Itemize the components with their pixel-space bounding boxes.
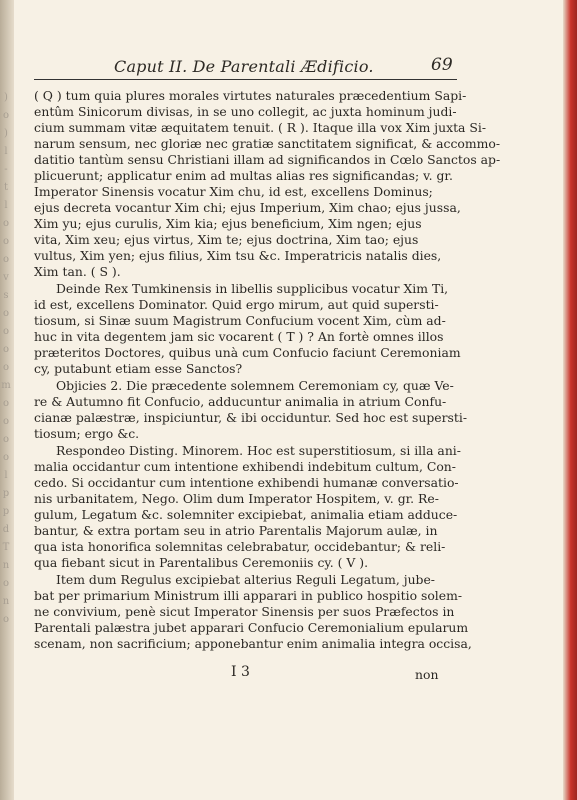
- text-line: cedo. Si occidantur cum intentione exhibendi humanæ conversatio-: [34, 475, 459, 490]
- book-page: [14, 0, 563, 800]
- text-line: vita, Xim xeu; ejus virtus, Xim te; ejus doctrina, Xim tao; ejus: [34, 232, 419, 247]
- bleed-mark: v: [3, 272, 9, 283]
- bleed-mark: l: [4, 200, 8, 211]
- text-line: datitio tantùm sensu Christiani illam ad significandos in Cœlo Sanctos ap-: [34, 152, 501, 167]
- bleed-mark: o: [2, 398, 10, 409]
- bleed-mark: n: [2, 596, 10, 607]
- text-line: ( Q ) tum quia plures morales virtutes naturales præcedentium Sapi-: [34, 88, 467, 103]
- text-line: Parentali palæstra jubet apparari Confucio Ceremonialium epularum: [34, 620, 469, 635]
- text-line: Deinde Rex Tumkinensis in libellis supplicibus vocatur Xim Ti,: [56, 281, 449, 296]
- bleed-mark: m: [1, 380, 11, 391]
- bleed-mark: l: [4, 146, 8, 157]
- text-line: re & Autumno fit Confucio, adducuntur animalia in atrium Confu-: [34, 394, 447, 409]
- text-line: Xim tan. ( S ).: [34, 264, 121, 279]
- text-line: malia occidantur cum intentione exhibendi indebitum cultum, Con-: [34, 459, 456, 474]
- text-line: ejus decreta vocantur Xim chi; ejus Imperium, Xim chao; ejus jussa,: [34, 200, 461, 215]
- text-line: Respondeo Disting. Minorem. Hoc est superstitiosum, si illa ani-: [56, 443, 461, 458]
- bleed-mark: o: [2, 434, 10, 445]
- bleed-mark: T: [2, 542, 10, 553]
- bleed-mark: ): [4, 92, 8, 103]
- bleed-mark: p: [2, 488, 10, 499]
- text-line: gulum, Legatum &c. solemniter excipiebat, animalia etiam adduce-: [34, 507, 458, 522]
- bleed-mark: d: [2, 524, 10, 535]
- text-line: nis urbanitatem, Nego. Olim dum Imperator Hospitem, v. gr. Re-: [34, 491, 439, 506]
- text-line: præteritos Doctores, quibus unà cum Confucio faciunt Ceremoniam: [34, 345, 461, 360]
- bleed-mark: t: [3, 182, 9, 193]
- text-line: Imperator Sinensis vocatur Xim chu, id est, excellens Dominus;: [34, 184, 433, 199]
- text-line: Item dum Regulus excipiebat alterius Reguli Legatum, jube-: [56, 572, 435, 587]
- bleed-mark: o: [2, 416, 10, 427]
- page-number: 69: [431, 55, 453, 75]
- bleed-mark: o: [2, 614, 10, 625]
- text-line: bantur, & extra portam seu in atrio Parentalis Majorum aulæ, in: [34, 523, 438, 538]
- text-line: huc in vita degentem jam sic vocarent ( T ) ? An fortè omnes illos: [34, 329, 444, 344]
- text-line: narum sensum, nec gloriæ nec gratiæ sanctitatem significat, & accommo-: [34, 136, 501, 151]
- header-rule: [34, 79, 457, 80]
- running-head: Caput II. De Parentali Ædificio.: [114, 57, 374, 76]
- bleed-mark: ): [4, 128, 8, 139]
- catchword: non: [415, 667, 439, 682]
- bleed-mark: p: [2, 506, 10, 517]
- text-line: tiosum; ergo &c.: [34, 426, 140, 441]
- bleed-mark: o: [2, 362, 10, 373]
- text-line: cy, putabunt etiam esse Sanctos?: [34, 361, 243, 376]
- bleed-mark: o: [2, 326, 10, 337]
- bleed-mark: n: [2, 560, 10, 571]
- text-line: cium summam vitæ æquitatem tenuit. ( R ). Itaque illa vox Xim juxta Si-: [34, 120, 487, 135]
- page-edge-binding: [563, 0, 577, 800]
- text-line: tiosum, si Sinæ suum Magistrum Confucium vocent Xim, cùm ad-: [34, 313, 446, 328]
- text-line: Objicies 2. Die præcedente solemnem Ceremoniam cy, quæ Ve-: [56, 378, 454, 393]
- text-line: qua ista honorifica solemnitas celebrabatur, occidebantur; & reli-: [34, 539, 446, 554]
- bleed-mark: o: [2, 344, 10, 355]
- text-line: bat per primarium Ministrum illi apparari in publico hospitio solem-: [34, 588, 463, 603]
- bleed-mark: -: [4, 164, 8, 175]
- text-line: qua fiebant sicut in Parentalibus Ceremoniis cy. ( V ).: [34, 555, 369, 570]
- bleed-mark: o: [2, 452, 10, 463]
- bleed-mark: o: [2, 236, 10, 247]
- text-line: entûm Sinicorum divisas, in se uno collegit, ac juxta hominum judi-: [34, 104, 457, 119]
- signature-mark: I 3: [231, 664, 250, 680]
- text-line: scenam, non sacrificium; apponebantur enim animalia integra occisa,: [34, 636, 472, 651]
- bleed-mark: o: [2, 254, 10, 265]
- text-line: Xim yu; ejus curulis, Xim kia; ejus beneficium, Xim ngen; ejus: [34, 216, 422, 231]
- text-line: ne convivium, penè sicut Imperator Sinensis per suos Præfectos in: [34, 604, 455, 619]
- text-line: cianæ palæstræ, inspiciuntur, & ibi occiduntur. Sed hoc est supersti-: [34, 410, 468, 425]
- bleed-mark: o: [2, 218, 10, 229]
- text-line: id est, excellens Dominator. Quid ergo mirum, aut quid supersti-: [34, 297, 439, 312]
- bleed-mark: s: [3, 290, 9, 301]
- bleed-mark: o: [2, 110, 10, 121]
- bleed-mark: l: [4, 470, 8, 481]
- text-line: plicuerunt; applicatur enim ad multas alias res significandas; v. gr.: [34, 168, 453, 183]
- bleed-mark: o: [2, 308, 10, 319]
- text-line: vultus, Xim yen; ejus filius, Xim tsu &c. Imperatricis natalis dies,: [34, 248, 442, 263]
- bleed-mark: o: [2, 578, 10, 589]
